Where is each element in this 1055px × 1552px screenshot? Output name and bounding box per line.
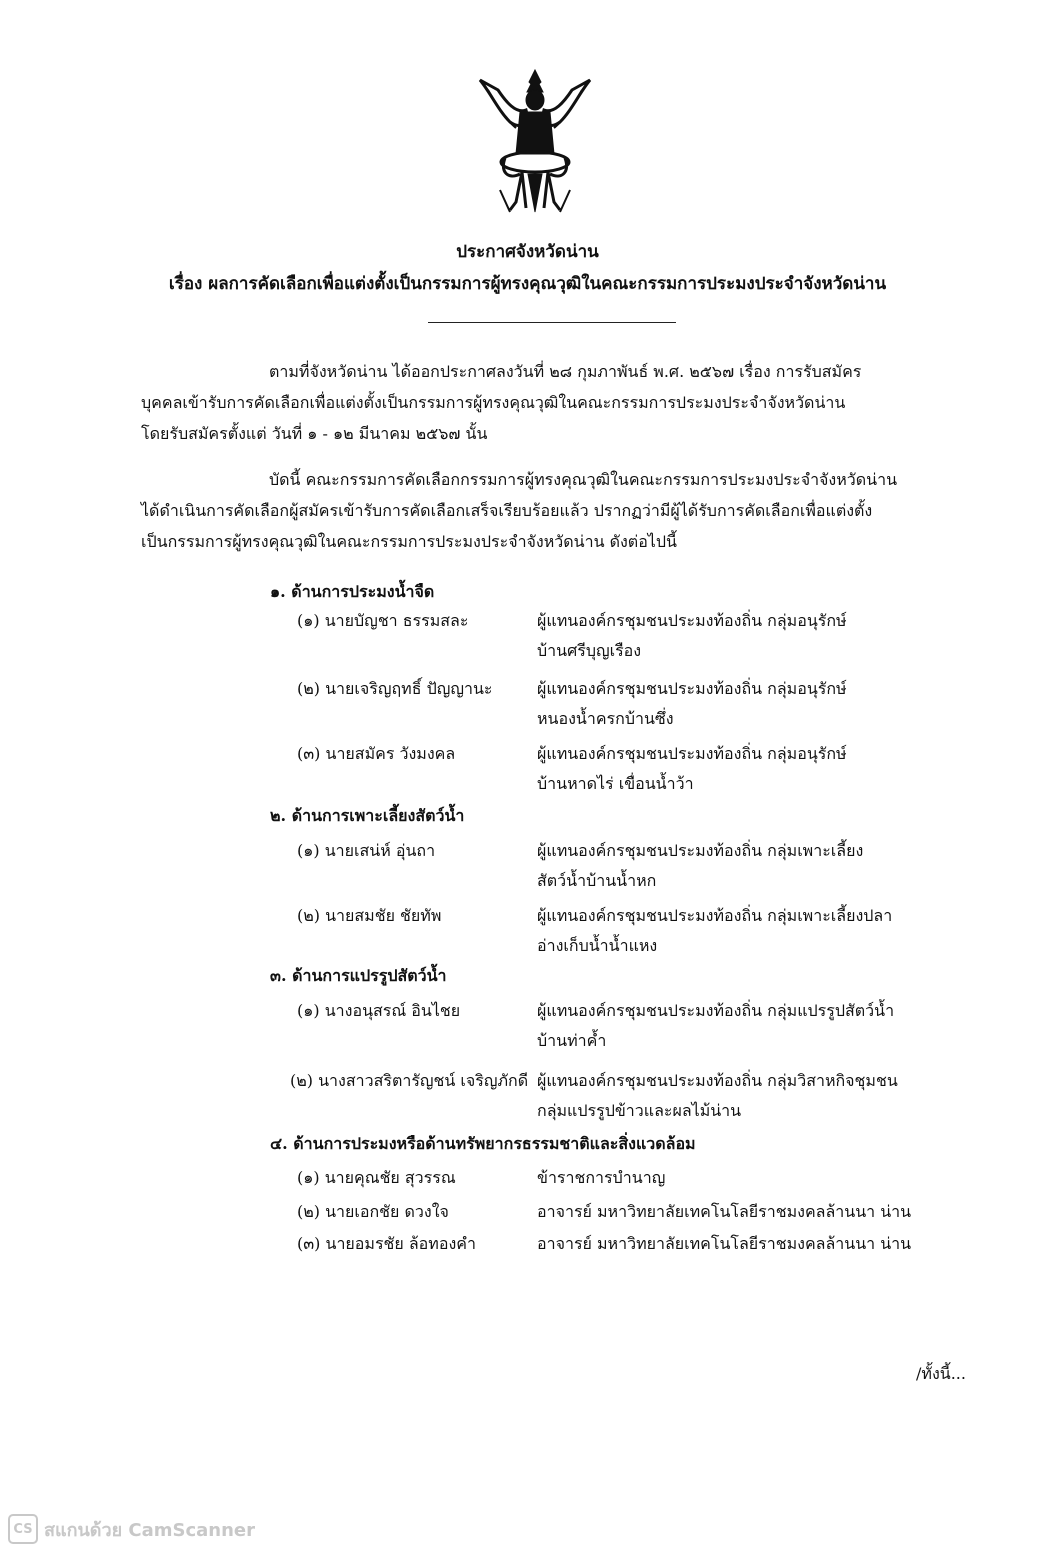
role-line: ผู้แทนองค์กรชุมชนประมงท้องถิ่น กลุ่มวิสาหกิจชุมชน xyxy=(537,1071,898,1090)
member-role xyxy=(537,901,977,961)
role-line: อ่างเก็บน้ำน้ำแหง xyxy=(537,936,658,955)
role-line: ข้าราชการบำนาญ xyxy=(537,1168,666,1187)
member-name: (๑) นายคุณชัย สุวรรณ xyxy=(297,1168,456,1187)
role-line: อาจารย์ มหาวิทยาลัยเทคโนโลยีราชมงคลล้านนา น่าน xyxy=(537,1234,912,1253)
role-line: บ้านศรีบุญเรือง xyxy=(537,641,642,660)
member-name: (๓) นายอมรชัย ล้อทองคำ xyxy=(297,1234,476,1253)
section-heading: ๑. ด้านการประมงน้ำจืด xyxy=(270,582,435,601)
member-role xyxy=(537,1197,977,1227)
paragraph-intro xyxy=(141,356,971,449)
camscanner-logo-icon: CS xyxy=(8,1514,38,1544)
paragraph-line: โดยรับสมัครตั้งแต่ วันที่ ๑ - ๑๒ มีนาคม ๒๕๖๗ นั้น xyxy=(141,424,488,443)
title-divider xyxy=(428,322,676,323)
paragraph-line: บัดนี้ คณะกรรมการคัดเลือกกรรมการผู้ทรงคุณวุฒิในคณะกรรมการประมงประจำจังหวัดน่าน xyxy=(269,470,898,489)
announcement-subject: เรื่อง ผลการคัดเลือกเพื่อแต่งตั้งเป็นกรรมการผู้ทรงคุณวุฒิในคณะกรรมการประมงประจำจังหวัดน่าน xyxy=(168,274,887,294)
member-role xyxy=(537,606,977,666)
member-role xyxy=(537,674,977,734)
member-role xyxy=(537,836,977,896)
role-line: หนองน้ำครกบ้านซึ่ง xyxy=(537,709,674,728)
paragraph-line: ได้ดำเนินการคัดเลือกผู้สมัครเข้ารับการคัดเลือกเสร็จเรียบร้อยแล้ว ปรากฏว่ามีผู้ได้รับการคัดเลือกเพื่อแต่งตั้ง xyxy=(141,501,873,520)
continuation-marker: /ทั้งนี้... xyxy=(916,1364,966,1383)
member-name: (๒) นางสาวสริตารัญชน์ เจริญภักดี xyxy=(290,1071,529,1090)
member-role xyxy=(537,1163,977,1193)
camscanner-watermark xyxy=(8,1515,255,1543)
section-heading: ๔. ด้านการประมงหรือด้านทรัพยากรธรรมชาติและสิ่งแวดล้อม xyxy=(270,1134,696,1153)
member-name: (๑) นายเสน่ห์ อุ่นถา xyxy=(297,841,436,860)
role-line: ผู้แทนองค์กรชุมชนประมงท้องถิ่น กลุ่มแปรรูปสัตว์น้ำ xyxy=(537,1001,895,1020)
member-name: (๓) นายสมัคร วังมงคล xyxy=(297,744,456,763)
paragraph-line: บุคคลเข้ารับการคัดเลือกเพื่อแต่งตั้งเป็นกรรมการผู้ทรงคุณวุฒิในคณะกรรมการประมงประจำจังหวัดน่าน xyxy=(141,393,846,412)
member-role xyxy=(537,1229,977,1259)
role-line: ผู้แทนองค์กรชุมชนประมงท้องถิ่น กลุ่มเพาะเลี้ยง xyxy=(537,841,864,860)
member-name: (๒) นายสมชัย ชัยทัพ xyxy=(297,906,442,925)
member-role xyxy=(537,996,977,1056)
role-line: บ้านท่าค้ำ xyxy=(537,1031,607,1050)
role-line: สัตว์น้ำบ้านน้ำหก xyxy=(537,871,657,890)
section-heading: ๓. ด้านการแปรรูปสัตว์น้ำ xyxy=(270,966,447,985)
role-line: ผู้แทนองค์กรชุมชนประมงท้องถิ่น กลุ่มอนุรักษ์ xyxy=(537,744,847,763)
paragraph-line: ตามที่จังหวัดน่าน ได้ออกประกาศลงวันที่ ๒๘ กุมภาพันธ์ พ.ศ. ๒๕๖๗ เรื่อง การรับสมัคร xyxy=(269,362,862,381)
paragraph-result xyxy=(141,464,971,557)
role-line: ผู้แทนองค์กรชุมชนประมงท้องถิ่น กลุ่มอนุรักษ์ xyxy=(537,611,847,630)
member-name: (๑) นางอนุสรณ์ อินไชย xyxy=(297,1001,461,1020)
role-line: ผู้แทนองค์กรชุมชนประมงท้องถิ่น กลุ่มอนุรักษ์ xyxy=(537,679,847,698)
announcement-title: ประกาศจังหวัดน่าน xyxy=(456,242,599,262)
garuda-emblem-icon xyxy=(470,62,600,222)
role-line: อาจารย์ มหาวิทยาลัยเทคโนโลยีราชมงคลล้านนา น่าน xyxy=(537,1202,912,1221)
watermark-text: สแกนด้วย CamScanner xyxy=(44,1519,256,1541)
role-line: ผู้แทนองค์กรชุมชนประมงท้องถิ่น กลุ่มเพาะเลี้ยงปลา xyxy=(537,906,893,925)
member-name: (๒) นายเจริญฤทธิ์ ปัญญานะ xyxy=(297,679,493,698)
member-name: (๒) นายเอกชัย ดวงใจ xyxy=(297,1202,449,1221)
role-line: กลุ่มแปรรูปข้าวและผลไม้น่าน xyxy=(537,1101,742,1120)
member-role xyxy=(537,739,977,799)
section-heading: ๒. ด้านการเพาะเลี้ยงสัตว์น้ำ xyxy=(270,806,465,825)
role-line: บ้านหาดไร่ เขื่อนน้ำว้า xyxy=(537,774,694,793)
paragraph-line: เป็นกรรมการผู้ทรงคุณวุฒิในคณะกรรมการประมงประจำจังหวัดน่าน ดังต่อไปนี้ xyxy=(141,532,677,551)
member-role xyxy=(537,1066,977,1126)
member-name: (๑) นายบัญชา ธรรมสละ xyxy=(297,611,469,630)
